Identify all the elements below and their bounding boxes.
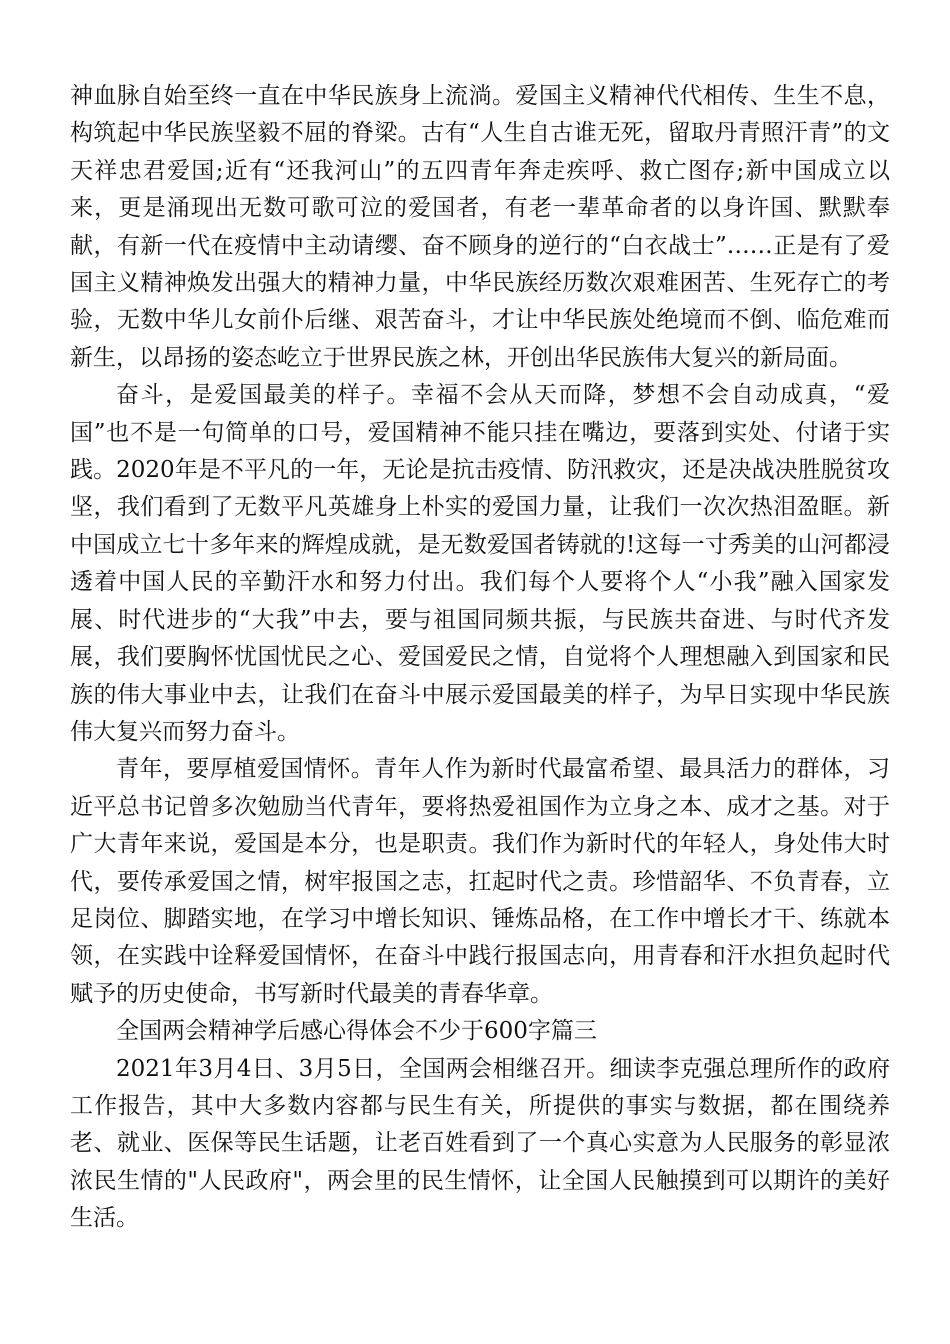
paragraph-struggle: 奋斗，是爱国最美的样子。幸福不会从天而降，梦想不会自动成真，“爱国”也不是一句简单的口号，爱国精神不能只挂在嘴边，要落到实处、付诸于实践。2020年是不平凡的一年，无论是抗击疫情、防汛救灾，还是决战决胜脱贫攻坚，我们看到了无数平凡英雄身上朴实的爱国力量，让我们一次次热泪盈眶。新中国成立七十多年来的辉煌成就，是无数爱国者铸就的!这每一寸秀美的山河都浸透着中国人民的辛勤汗水和努力付出。我们每个人要将个人“小我”融入国家发展、时代进步的“大我”中去，要与祖国同频共振，与民族共奋进、与时代齐发展，我们要胸怀忧国忧民之心、爱国爱民之情，自觉将个人理想融入到国家和民族的伟大事业中去，让我们在奋斗中展示爱国最美的样子，为早日实现中华民族伟大复兴而努力奋斗。 <box>70 382 890 745</box>
paragraph-youth: 青年，要厚植爱国情怀。青年人作为新时代最富希望、最具活力的群体，习近平总书记曾多次勉励当代青年，要将热爱祖国作为立身之本、成才之基。对于广大青年来说，爱国是本分，也是职责。我们作为新时代的年轻人，身处伟大时代，要传承爱国之情，树牢报国之志，扛起时代之责。珍惜韶华、不负青春，立足岗位、脚踏实地，在学习中增长知识、锤炼品格，在工作中增长才干、练就本领，在实践中诠释爱国情怀，在奋斗中践行报国志向，用青春和汗水担负起时代赋予的历史使命，书写新时代最美的青春华章。 <box>70 756 890 1007</box>
section-heading: 全国两会精神学后感心得体会不少于600字篇三 <box>116 1018 597 1045</box>
document-body <box>70 78 890 1238</box>
paragraph-two-sessions: 2021年3月4日、3月5日，全国两会相继召开。细读李克强总理所作的政府工作报告，其中大多数内容都与民生有关，所提供的事实与数据，都在围绕养老、就业、医保等民生话题，让老百姓看到了一个真心实意为人民服务的彰显浓浓民生情的"人民政府"，两会里的民生情怀，让全国人民触摸到可以期许的美好生活。 <box>70 1055 890 1232</box>
paragraph-continued: 神血脉自始至终一直在中华民族身上流淌。爱国主义精神代代相传、生生不息，构筑起中华民族坚毅不屈的脊梁。古有“人生自古谁无死，留取丹青照汗青”的文天祥忠君爱国;近有“还我河山”的五四青年奔走疾呼、救亡图存;新中国成立以来，更是涌现出无数可歌可泣的爱国者，有老一辈革命者的以身许国、默默奉献，有新一代在疫情中主动请缨、奋不顾身的逆行的“白衣战士”……正是有了爱国主义精神焕发出强大的精神力量，中华民族经历数次艰难困苦、生死存亡的考验，无数中华儿女前仆后继、艰苦奋斗，才让中华民族处绝境而不倒、临危难而新生，以昂扬的姿态屹立于世界民族之林，开创出华民族伟大复兴的新局面。 <box>70 83 890 371</box>
